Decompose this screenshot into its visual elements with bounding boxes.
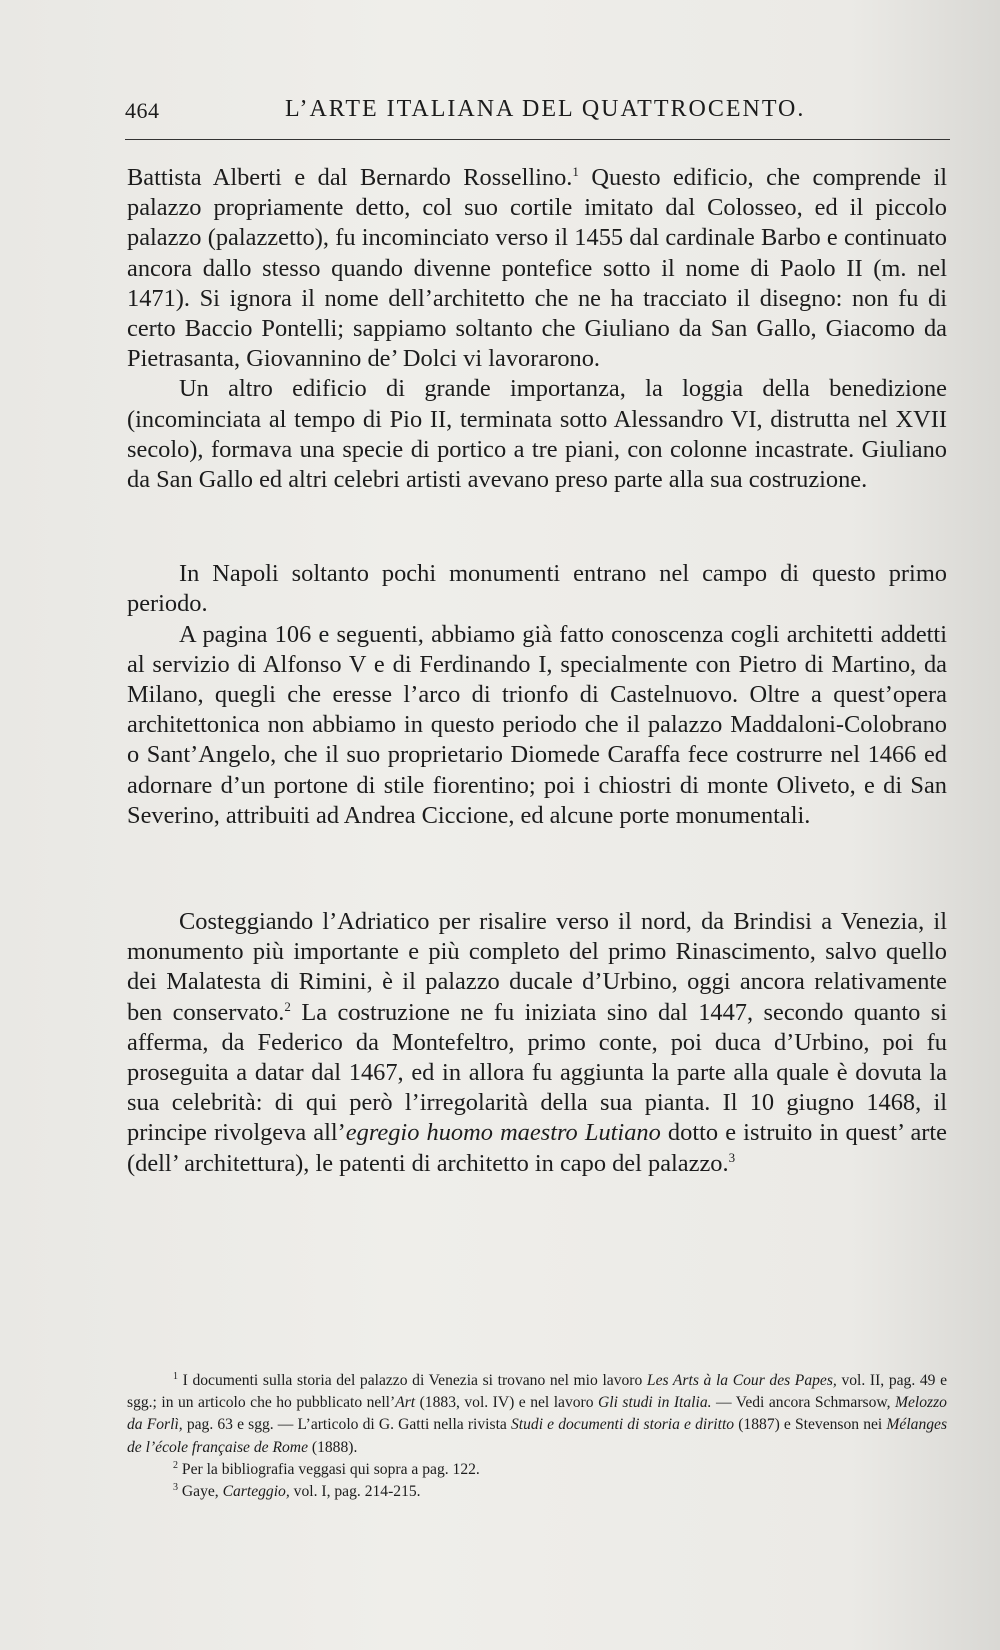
- paragraph-1: [127, 163, 947, 374]
- footnote-1-text: I documenti sulla storia del palazzo di Venezia si trovano nel mio lavoro: [178, 1372, 647, 1389]
- footnote-3-text: vol. I, pag. 214-215.: [289, 1483, 421, 1501]
- footnote-3-mark: 3: [173, 1482, 178, 1494]
- running-title: L’ARTE ITALIANA DEL QUATTROCENTO.: [285, 96, 806, 122]
- footnotes: [127, 1370, 947, 1503]
- footnote-1-italic: Melozzo da Forlì,: [127, 1394, 947, 1434]
- footnote-2: [127, 1459, 947, 1481]
- paragraph-5-text-a: Costeggiando l’Adriatico per risalire verso il nord, da Brindisi a Venezia, il monumento più importante e più completo del primo Rinascimento, salvo quello dei Malatesta di Rimini, è il palazzo ducale d’Urbino, oggi ancora relativamente ben conservato.: [127, 908, 947, 1026]
- paragraph-2: Un altro edificio di grande importanza, la loggia della benedizione (incominciata al tempo di Pio II, terminata sotto Alessandro VI, distrutta nel XVII secolo), formava una specie di portico a tre piani, con colonne incastrate. Giuliano da San Gallo ed altri celebri artisti avevano preso parte alla sua costruzione.: [127, 375, 947, 494]
- footnote-ref-1: 1: [572, 164, 579, 179]
- section-gap: [127, 495, 947, 559]
- footnote-1-mark: 1: [173, 1371, 178, 1382]
- footnote-1-italic: Studi e documenti di storia e diritto: [510, 1416, 735, 1434]
- footnote-ref-3: 3: [728, 1149, 736, 1165]
- footnote-ref-2: 2: [284, 998, 291, 1014]
- footnote-1-italic: Gli studi in Italia.: [598, 1394, 712, 1412]
- paragraph-4: A pagina 106 e seguenti, abbiamo già fatto conoscenza cogli architetti addetti al servizio di Alfonso V e di Ferdinando I, specialmente con Pietro di Martino, da Milano, quegli che eresse l’arco di trionfo di Castelnuovo. Oltre a quest’opera architettonica non abbiamo in questo periodo che il palazzo Maddaloni-Colobrano o Sant’Angelo, che il suo proprietario Diomede Caraffa fece costrurre nel 1466 ed adornare d’un portone di stile fiorentino; poi i chiostri di monte Oliveto, e di San Severino, attribuiti ad Andrea Ciccione, ed alcune porte monumentali.: [127, 620, 947, 829]
- footnote-1-text: vol. II, pag. 49 e sgg.; in un articolo che ho pubblicato nell’: [127, 1372, 947, 1412]
- footnote-1-italic: Mélanges de l’école française de Rome: [127, 1416, 948, 1456]
- footnote-1-text: pag. 63 e sgg. — L’articolo di G. Gatti nella rivista: [182, 1416, 511, 1434]
- paragraph-5-italic: egregio huomo maestro Lutiano: [345, 1119, 661, 1147]
- footnote-1: [127, 1370, 947, 1459]
- footnote-1-text: (1888).: [308, 1438, 358, 1456]
- paragraph-3: In Napoli soltanto pochi monumenti entrano nel campo di questo primo periodo.: [127, 560, 947, 618]
- footnote-1-text: — Vedi ancora Schmarsow,: [711, 1394, 895, 1412]
- page-header: [125, 92, 950, 132]
- section-gap: [127, 831, 947, 907]
- paragraph-5-text-c: dotto e istruito in quest’ arte (dell’ architettura), le patenti di architetto in capo del palazzo.: [127, 1119, 948, 1177]
- footnote-1-text: (1883, vol. IV) e nel lavoro: [415, 1394, 599, 1412]
- footnote-3: [127, 1481, 947, 1503]
- paragraph-1-text-b: Questo edificio, che comprende il palazzo propriamente detto, col suo cortile imitato dal Colosseo, ed il piccolo palazzo (palazzetto), fu incominciato verso il 1455 dal cardinale Barbo e continuato ancora dallo stesso quando divenne pontefice sotto il nome di Paolo II (m. nel 1471). Si ignora il nome dell’architetto che ne ha tracciato il disegno: non fu di certo Baccio Pontelli; sappiamo soltanto che Giuliano da San Gallo, Giacomo da Pietrasanta, Giovannino de’ Dolci vi lavorarono.: [127, 164, 947, 373]
- footnote-1-italic: Art: [395, 1394, 416, 1412]
- footnote-3-italic: Carteggio,: [222, 1483, 290, 1501]
- paragraph-5-text-b: La costruzione ne fu iniziata sino dal 1447, secondo quanto si afferma, da Federico da Montefeltro, primo conte, poi duca d’Urbino, poi fu proseguita a datar dal 1467, ed in allora fu aggiunta la parte alla quale è dovuta la sua celebrità: di qui però l’irregolarità della sua pianta. Il 10 giugno 1468, il principe rivolgeva all’: [127, 998, 947, 1147]
- paragraph-1-text-a: Battista Alberti e dal Bernardo Rossellino.: [127, 164, 573, 191]
- footnote-3-text: Gaye,: [178, 1483, 223, 1501]
- main-text: [127, 163, 947, 1179]
- footnote-1-italic: Les Arts à la Cour des Papes,: [646, 1372, 837, 1389]
- footnote-1-text: (1887) e Stevenson nei: [734, 1416, 887, 1434]
- footnote-2-mark: 2: [173, 1459, 178, 1471]
- footnote-2-text: Per la bibliografia veggasi qui sopra a pag. 122.: [178, 1460, 480, 1478]
- header-rule: [125, 139, 950, 140]
- paragraph-5: [127, 907, 947, 1179]
- page-number: 464: [125, 98, 160, 123]
